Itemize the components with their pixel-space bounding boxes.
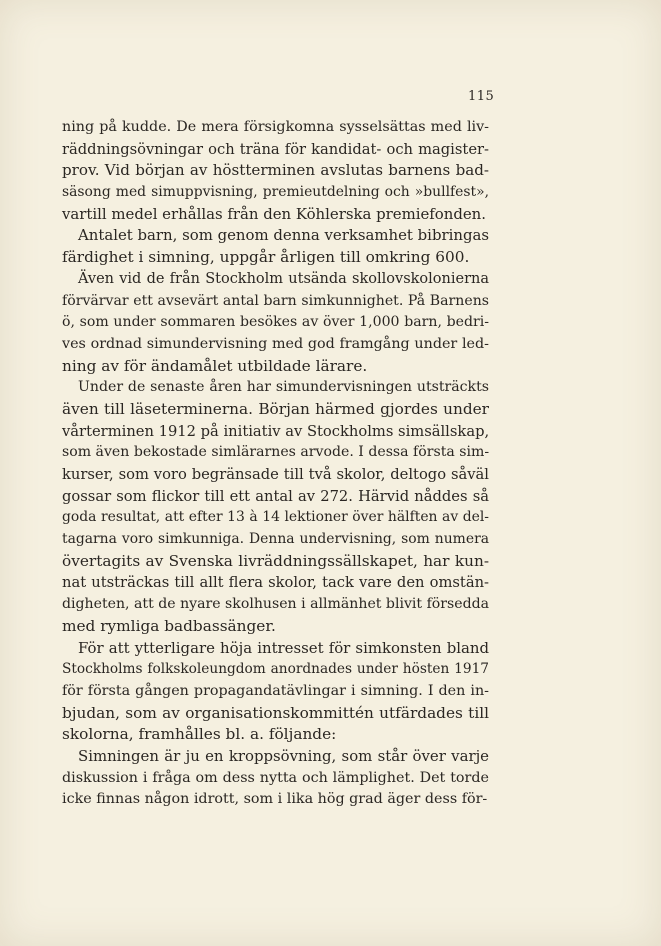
text-line: bjudan, som av organisationskommittén utfärdades till [62, 703, 489, 722]
text-line: ves ordnad simundervisning med god framgång under led- [62, 335, 489, 352]
text-line: vårterminen 1912 på initiativ av Stockholms simsällskap, [62, 422, 490, 440]
text-line: vartill medel erhållas från den Köhlerska premiefonden. [62, 204, 486, 223]
text-line: för första gången propagandatävlingar i simning. I den in- [62, 682, 489, 699]
text-line: förvärvar ett avsevärt antal barn simkunnighet. På Barnens [62, 292, 489, 309]
text-line: nat utsträckas till allt flera skolor, tack vare den omstän- [62, 574, 489, 592]
text-line: icke finnas någon idrott, som i lika hög grad äger dess för- [62, 791, 488, 808]
text-line: skolorna, framhålles bl. a. följande: [62, 725, 337, 744]
text-line: räddningsövningar och träna för kandidat- och magister- [62, 140, 489, 158]
text-line: Simningen är ju en kroppsövning, som står över varje [78, 746, 489, 765]
text-line: goda resultat, att efter 13 à 14 lektioner över hälften av del- [62, 509, 489, 526]
text-line: tagarna voro simkunniga. Denna undervisning, som numera [62, 531, 489, 548]
page-number: 115 [468, 89, 495, 104]
text-line: digheten, att de nyare skolhusen i allmänhet blivit försedda [62, 596, 490, 613]
body-text [62, 117, 489, 811]
text-line: även till läseterminerna. Början härmed gjordes under [62, 399, 489, 418]
text-line: som även bekostade simlärarnes arvode. I dessa första sim- [62, 444, 490, 461]
text-line: ning på kudde. De mera försigkomna sysselsättas med liv- [62, 119, 489, 135]
text-line: Under de senaste åren har simundervisningen utsträckts [78, 379, 489, 396]
text-line: För att ytterligare höja intresset för simkonsten bland [78, 638, 489, 657]
text-line: Även vid de från Stockholm utsända skollovskolonierna [78, 270, 489, 287]
text-line: gossar som flickor till ett antal av 272. Härvid nåddes så [62, 487, 489, 505]
text-line: kurser, som voro begränsade till två skolor, deltogo såväl [62, 466, 489, 483]
text-line: ning av för ändamålet utbildade lärare. [62, 356, 368, 375]
text-line: diskussion i fråga om dess nytta och lämplighet. Det torde [62, 769, 489, 786]
text-line: Stockholms folkskoleungdom anordnades under hösten 1917 [62, 661, 489, 678]
text-line: ö, som under sommaren besökes av över 1,000 barn, bedri- [62, 314, 489, 331]
text-line: prov. Vid början av höstterminen avslutas barnens bad- [62, 161, 489, 180]
text-line: färdighet i simning, uppgår årligen till omkring 600. [62, 248, 470, 267]
text-line: Antalet barn, som genom denna verksamhet bibringas [78, 226, 489, 245]
text-line: med rymliga badbassänger. [62, 616, 276, 635]
text-line: övertagits av Svenska livräddningssällskapet, har kun- [62, 551, 489, 570]
text-line: säsong med simuppvisning, premieutdelning och »bullfest», [62, 184, 489, 201]
